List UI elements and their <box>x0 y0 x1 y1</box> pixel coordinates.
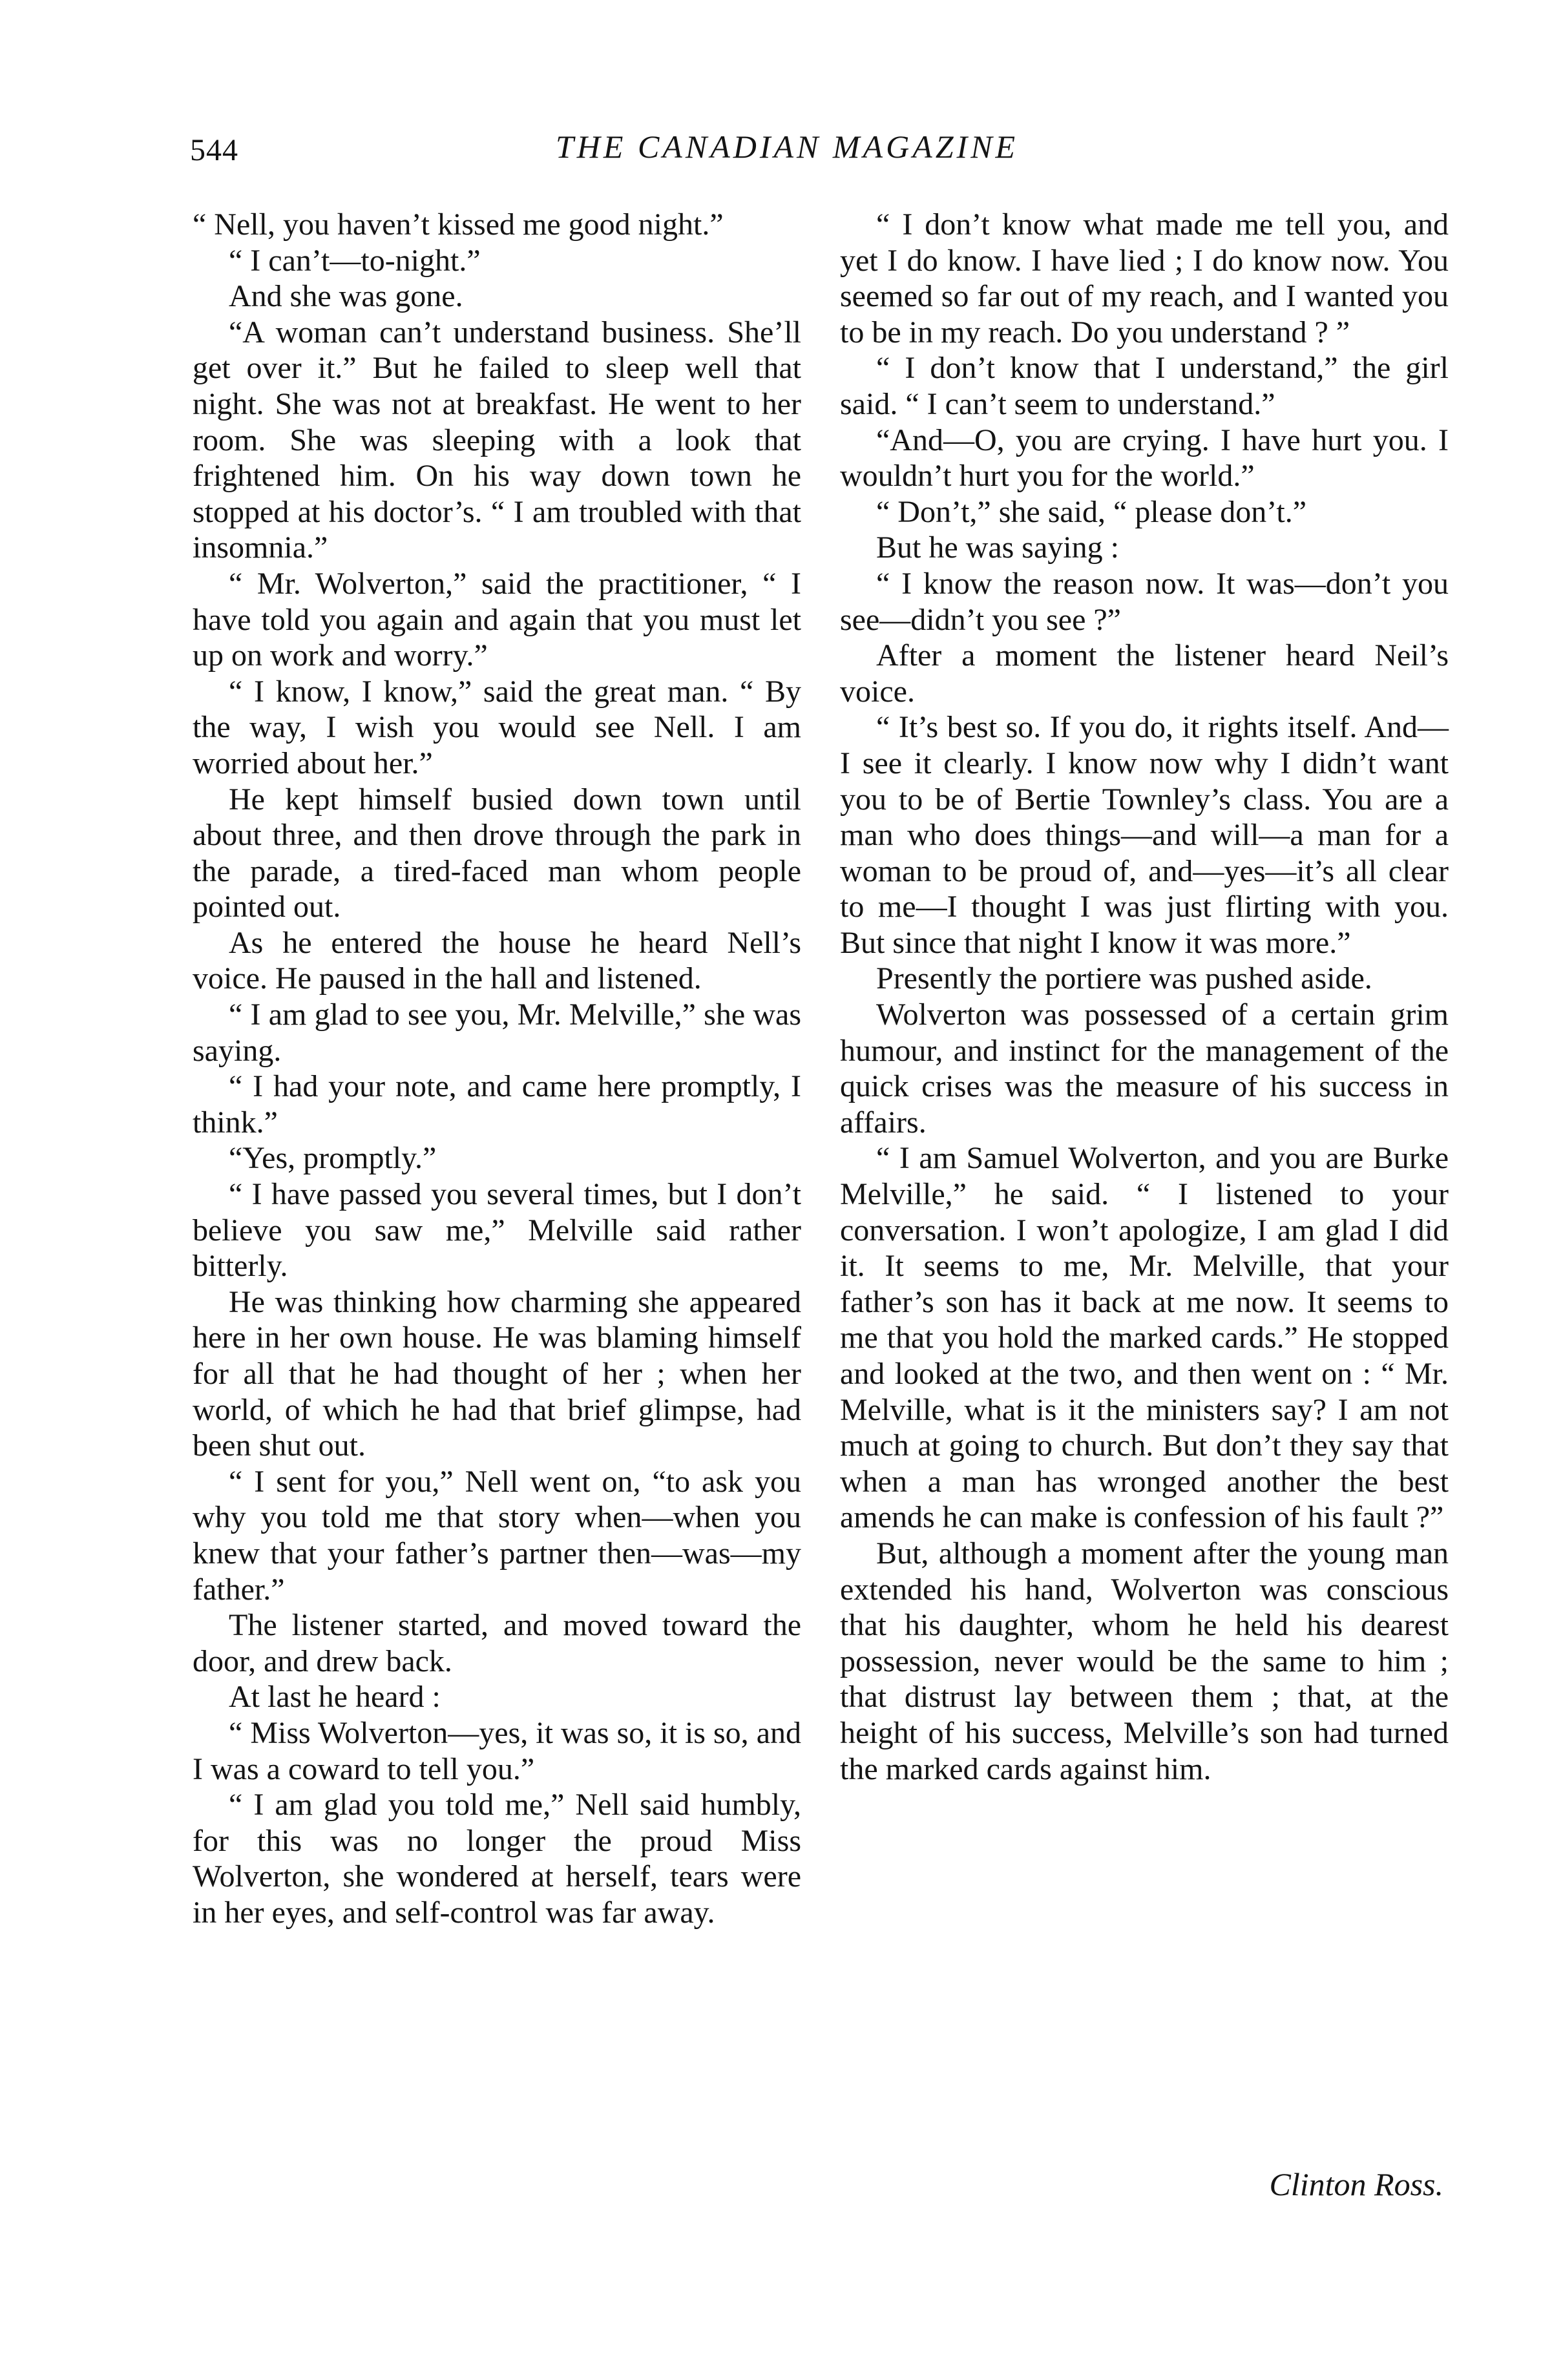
paragraph: “ Mr. Wolverton,” said the practitioner, “ I have told you again and again that you must let up on work and worry.” <box>193 566 801 673</box>
paragraph: “ I can’t—to-night.” <box>229 243 481 278</box>
paragraph: “And—O, you are crying. I have hurt you. I wouldn’t hurt you for the world.” <box>840 423 1449 494</box>
page-number: 544 <box>190 133 238 167</box>
paragraph: “ Don’t,” she said, “ please don’t.” <box>876 494 1307 529</box>
paragraph: But, although a moment after the young man extended his hand, Wolverton was conscious that his daughter, whom he held his dearest possession, never would be the same to him ; that distrust lay between them ; that, at the height of his success, Melville’s son had turned the marked cards against him. <box>840 1536 1449 1786</box>
paragraph: Presently the portiere was pushed aside. <box>876 961 1372 996</box>
author-signature: Clinton Ross. <box>1269 2166 1443 2202</box>
paragraph: As he entered the house he heard Nell’s voice. He paused in the hall and listened. <box>193 925 801 996</box>
paragraph: “ Miss Wolverton—yes, it was so, it is so, and I was a coward to tell you.” <box>193 1715 801 1786</box>
paragraph: “ I sent for you,” Nell went on, “to ask you why you told me that story when—when you knew that your father’s partner then—was—my father.” <box>193 1464 801 1607</box>
paragraph: “ I am glad to see you, Mr. Melville,” she was saying. <box>193 997 801 1068</box>
running-title: THE CANADIAN MAGAZINE <box>556 129 1019 165</box>
paragraph: “A woman can’t understand business. She’ll get over it.” But he failed to sleep well that night. She was not at breakfast. He went to her room. She was sleeping with a look that frightened him. On his way down town he stopped at his doctor’s. “ I am troubled with that insomnia.” <box>193 315 801 565</box>
paragraph: The listener started, and moved toward the door, and drew back. <box>193 1608 801 1678</box>
paragraph: And she was gone. <box>229 279 463 314</box>
paragraph: “ I know, I know,” said the great man. “ By the way, I wish you would see Nell. I am worried about her.” <box>193 674 801 780</box>
paragraph: “ I have passed you several times, but I don’t believe you saw me,” Melville said rather bitterly. <box>193 1177 801 1284</box>
paragraph: “ Nell, you haven’t kissed me good night.” <box>193 207 724 242</box>
paragraph: After a moment the listener heard Neil’s voice. <box>840 638 1449 709</box>
paragraph: “ It’s best so. If you do, it rights itself. And—I see it clearly. I know now why I didn’t want you to be of Bertie Townley’s class. You are a man who does things—and will—a man for a woman to be proud of, and—yes—it’s all clear to me—I thought I was just flirting with you. But since that night I know it was more.” <box>840 710 1449 960</box>
paragraph: “ I am glad you told me,” Nell said humbly, for this was no longer the proud Miss Wolverton, she wondered at herself, tears were in her eyes, and self-control was far away. <box>193 1788 801 1930</box>
paragraph: But he was saying : <box>876 530 1119 565</box>
paragraph: “ I had your note, and came here promptly, I think.” <box>193 1069 801 1140</box>
paragraph: “ I am Samuel Wolverton, and you are Burke Melville,” he said. “ I listened to your conversation. I won’t apologize, I am glad I did it. It seems to me, Mr. Melville, that your father’s son has it back at me now. It seems to me that you hold the marked cards.” He stopped and looked at the two, and then went on : “ Mr. Melville, what is it the ministers say? I am not much at going to church. But don’t they say that when a man has wronged another the best amends he can make is confession of his fault ?” <box>840 1141 1449 1535</box>
paragraph: At last he heard : <box>229 1680 441 1715</box>
paragraph: Wolverton was possessed of a certain grim humour, and instinct for the management of the quick crises was the measure of his success in affairs. <box>840 997 1449 1140</box>
paragraph: “Yes, promptly.” <box>229 1141 437 1176</box>
right-column <box>840 207 1449 1787</box>
paragraph: He kept himself busied down town until about three, and then drove through the park in the parade, a tired-faced man whom people pointed out. <box>193 782 801 924</box>
paragraph: He was thinking how charming she appeared here in her own house. He was blaming himself for all that he had thought of her ; when her world, of which he had that brief glimpse, had been shut out. <box>193 1284 801 1463</box>
paragraph: “ I know the reason now. It was—don’t you see—didn’t you see ?” <box>840 566 1449 637</box>
paragraph: “ I don’t know what made me tell you, and yet I do know. I have lied ; I do know now. You seemed so far out of my reach, and I wanted you to be in my reach. Do you understand ? ” <box>840 207 1449 350</box>
paragraph: “ I don’t know that I understand,” the girl said. “ I can’t seem to understand.” <box>840 351 1449 421</box>
left-column <box>193 207 801 1931</box>
